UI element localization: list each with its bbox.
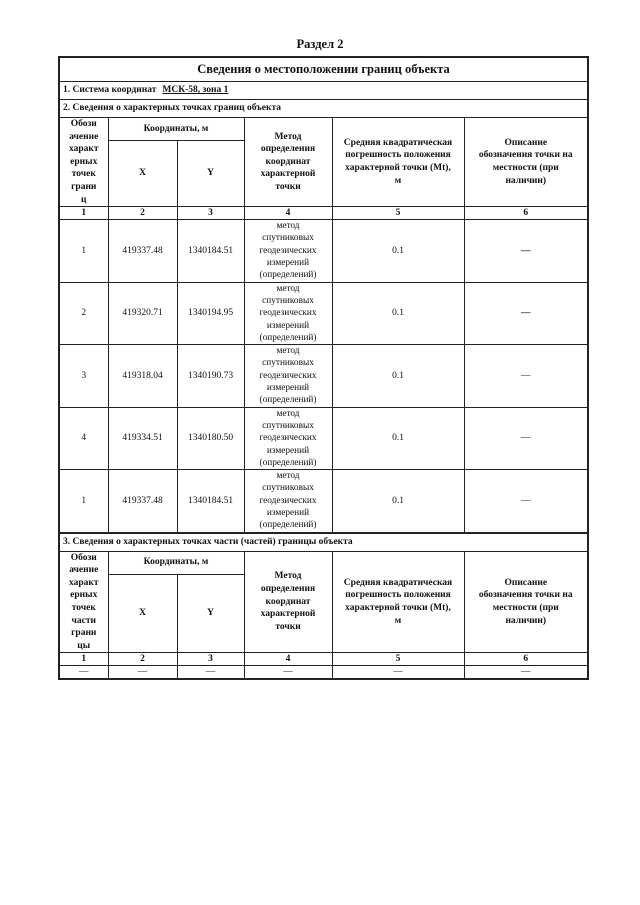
coord-y: 1340184.51 <box>177 220 244 282</box>
error: — <box>332 666 464 680</box>
error: 0.1 <box>332 345 464 407</box>
doc-title: Сведения о местоположении границ объекта <box>59 57 588 82</box>
part3-header-designation: Обози ачение характ ерных точек части грани цы <box>59 551 108 653</box>
part2-colnum: 2 <box>108 207 177 220</box>
part3-header-coords: Координаты, м <box>108 551 244 574</box>
coord-x: 419337.48 <box>108 220 177 282</box>
point-number: 1 <box>59 220 108 282</box>
description: — <box>464 407 588 469</box>
part2-colnum: 3 <box>177 207 244 220</box>
coord-x: 419320.71 <box>108 282 177 344</box>
table-row <box>59 666 588 680</box>
coord-x: — <box>108 666 177 680</box>
point-number: 2 <box>59 282 108 344</box>
part3-colnum: 6 <box>464 653 588 666</box>
error: 0.1 <box>332 220 464 282</box>
error: 0.1 <box>332 470 464 533</box>
point-number: — <box>59 666 108 680</box>
method: метод спутниковых геодезических измерений (определений) <box>244 470 332 533</box>
coord-system-row <box>59 82 588 100</box>
table-row <box>59 407 588 469</box>
part3-colnum: 4 <box>244 653 332 666</box>
part2-colnum: 5 <box>332 207 464 220</box>
method: — <box>244 666 332 680</box>
table-row <box>59 470 588 533</box>
part2-column-numbers <box>59 207 588 220</box>
part3-column-numbers <box>59 653 588 666</box>
section-title: Раздел 2 <box>296 37 344 51</box>
method: метод спутниковых геодезических измерений (определений) <box>244 220 332 282</box>
point-number: 4 <box>59 407 108 469</box>
description: — <box>464 220 588 282</box>
table-row <box>59 282 588 344</box>
boundary-table <box>58 56 589 680</box>
coord-x: 419318.04 <box>108 345 177 407</box>
part3-header-description: Описание обозначения точки на местности (при наличии) <box>464 551 588 653</box>
part2-colnum: 1 <box>59 207 108 220</box>
part3-header-x: X <box>108 574 177 653</box>
part3-title: 3. Сведения о характерных точках части (частей) границы объекта <box>59 533 588 552</box>
part3-colnum: 5 <box>332 653 464 666</box>
point-number: 1 <box>59 470 108 533</box>
coord-y: 1340190.73 <box>177 345 244 407</box>
table-row <box>59 345 588 407</box>
method: метод спутниковых геодезических измерений (определений) <box>244 407 332 469</box>
part2-title: 2. Сведения о характерных точках границ объекта <box>59 100 588 118</box>
error: 0.1 <box>332 407 464 469</box>
part2-header-designation: Обози ачение характ ерных точек грани ц <box>59 118 108 207</box>
point-number: 3 <box>59 345 108 407</box>
part2-colnum: 6 <box>464 207 588 220</box>
part2-colnum: 4 <box>244 207 332 220</box>
part3-colnum: 2 <box>108 653 177 666</box>
description: — <box>464 470 588 533</box>
coord-system-label: 1. Система координат <box>63 85 157 96</box>
description: — <box>464 666 588 680</box>
part2-header-error: Средняя квадратическая погрешность положения характерной точки (Mt), м <box>332 118 464 207</box>
coord-y: 1340180.50 <box>177 407 244 469</box>
part2-header-description: Описание обозначения точки на местности (при наличии) <box>464 118 588 207</box>
description: — <box>464 282 588 344</box>
table-row <box>59 220 588 282</box>
coord-system-value: МСК-58, зона 1 <box>162 85 229 96</box>
part3-header-method: Метод определения координат характерной точки <box>244 551 332 653</box>
part3-colnum: 3 <box>177 653 244 666</box>
error: 0.1 <box>332 282 464 344</box>
method: метод спутниковых геодезических измерений (определений) <box>244 282 332 344</box>
part2-header-coords: Координаты, м <box>108 118 244 141</box>
part3-header-y: Y <box>177 574 244 653</box>
coord-x: 419334.51 <box>108 407 177 469</box>
coord-y: 1340184.51 <box>177 470 244 533</box>
part3-colnum: 1 <box>59 653 108 666</box>
coord-y: 1340194.95 <box>177 282 244 344</box>
coord-y: — <box>177 666 244 680</box>
part3-header-error: Средняя квадратическая погрешность положения характерной точки (Mt), м <box>332 551 464 653</box>
part2-header-y: Y <box>177 141 244 207</box>
part2-header-method: Метод определения координат характерной точки <box>244 118 332 207</box>
part2-header-x: X <box>108 141 177 207</box>
coord-x: 419337.48 <box>108 470 177 533</box>
method: метод спутниковых геодезических измерений (определений) <box>244 345 332 407</box>
description: — <box>464 345 588 407</box>
